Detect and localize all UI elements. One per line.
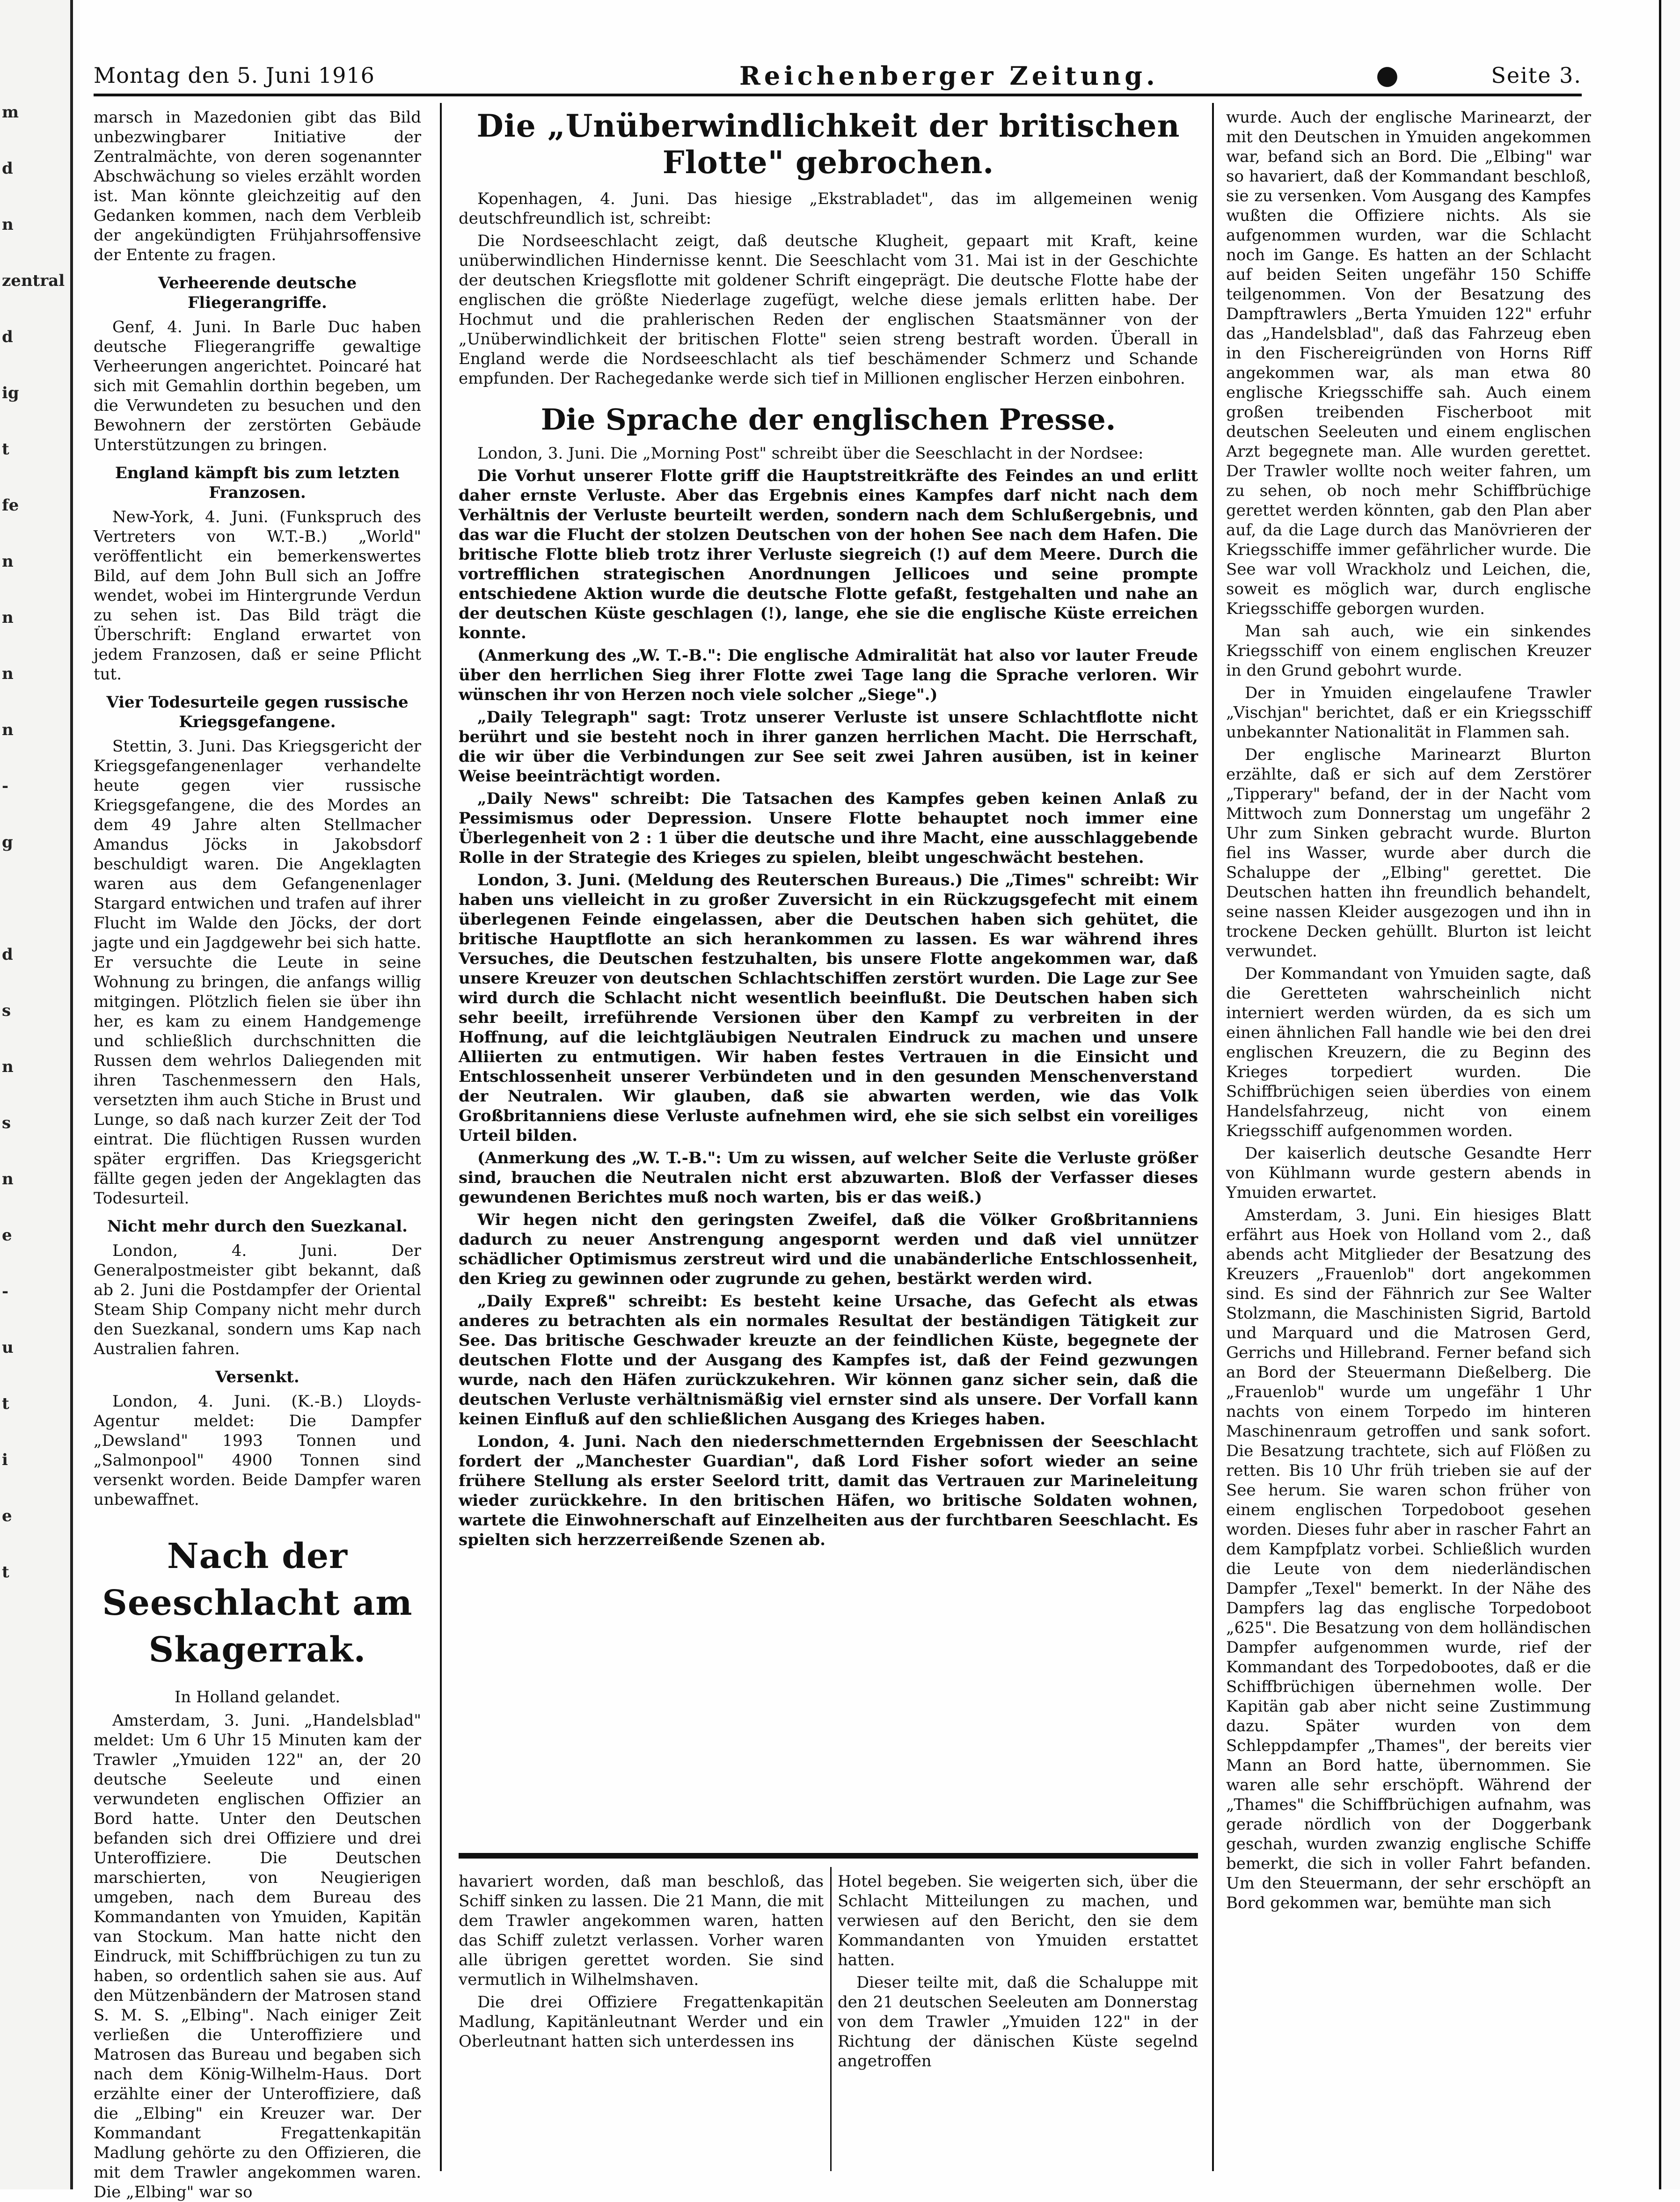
- article-text: Hotel begeben. Sie weigerten sich, über die Schlacht Mitteilungen zu machen, und verwiesen auf den Bericht, den sie dem Kommandanten von Ymuiden erstattet hatten.: [838, 1872, 1198, 1969]
- article-text: Man sah auch, wie ein sinkendes Kriegsschiff von einem englischen Kreuzer in den Grund gebohrt wurde.: [1226, 622, 1591, 680]
- article-text: „Daily Expreß" schreibt: Es besteht keine Ursache, das Gefecht als etwas anderes zu betrachten als ein normales Resultat der beständigen Tätigkeit zur See. Das britische Geschwader kreuzte an der feindlichen Küste, begegnete der deutschen Flotte und der Ausgang des Kampfes ist, daß der Feind gezwungen wurde, nach den Häfen zurückzukehren. Wir können ganz sicher sein, daß die deutschen Verluste verhältnismäßig viel ernster sind als unsere. Der Vorfall kann keinen Einfluß auf den schließlichen Ausgang des Krieges haben.: [459, 1292, 1198, 1429]
- article-text: Die Nordseeschlacht zeigt, daß deutsche Klugheit, gepaart mit Kraft, keine unüberwindlichen Hindernisse kennt. Die Seeschlacht vom 31. Mai ist in der Geschichte der deutschen Kriegsflotte mit goldener Schrift eingeprägt. Die deutsche Flotte habe der englischen die größte Niederlage zugefügt, welche diese jemals erlitten habe. Der Hochmut und die prahlerischen Reden der englischen Staatsmänner von der „Unüberwindlichkeit der britischen Flotte" seien streng bestraft worden. Überall in England werde die Nordseeschlacht als tief beschämender Schmerz und Schande empfunden. Der Rachegedanke werde sich tief in Millionen englischer Herzen einbohren.: [459, 232, 1198, 388]
- article-text: (Anmerkung des „W. T.-B.": Die englische Admiralität hat also vor lauter Freude über den herrlichen Sieg ihrer Flotte zwei Tage lang die Sprache verloren. Wir wünschen ihr von Herzen noch viele solcher „Siege".): [459, 646, 1198, 704]
- section-headline: Nach der Seeschlacht am Skagerrak.: [102, 1536, 413, 1670]
- article-text: London, 3. Juni. Die „Morning Post" schreibt über die Seeschlacht in der Nordsee:: [477, 444, 1144, 463]
- article-text: havariert worden, daß man beschloß, das Schiff sinken zu lassen. Die 21 Mann, die mit dem Trawler angekommen waren, hatten das Schiff zuletzt verlassen. Vorher waren alle übrigen gerettet worden. Sie sind vermutlich in Wilhelmshaven.: [459, 1872, 824, 1989]
- middle-column: [459, 108, 1198, 1858]
- article-text: Der Kommandant von Ymuiden sagte, daß die Geretteten wahrscheinlich nicht interniert werden würden, da es sich um einen ähnlichen Fall handle wie bei den drei englischen Kreuzern, die zu Beginn des Krieges torpediert wurden. Die Schiffbrüchigen seien überdies von einem Handelsfahrzeug, nicht von einem Kriegsschiff aufgenommen worden.: [1226, 964, 1591, 1140]
- bottom-column-a: [459, 1872, 824, 2180]
- newspaper-title: Reichenberger Zeitung.: [739, 61, 1159, 91]
- article-text: London, 3. Juni. (Meldung des Reuterschen Bureaus.) Die „Times" schreibt: Wir haben uns vielleicht in zu großer Zuversicht in ein Rückzugsgefecht mit einem überlegenen Feinde eingelassen, aber die Deutschen haben sich gehütet, die britische Hauptflotte an sich herankommen zu lassen. Es war während ihres Versuches, die Deutschen festzuhalten, bis unsere Flotte angekommen war, daß unsere Kreuzer von deutschen Schlachtschiffen zerstört wurden. Die Lage zur See wird durch die Schlacht nicht wesentlich beeinflußt. Die Deutschen haben sich sehr beeilt, irreführende Versionen über den Kampf zu verbreiten in der Hoffnung, auf die leichtgläubigen Neutralen Eindruck zu machen und unsere Alliierten zu entmutigen. Wir haben festes Vertrauen in die Einsicht und Entschlossenheit unserer Verbündeten und in den gesunden Menschenverstand der Neutralen. Wir glauben, daß sie abwarten werden, wie das Volk Großbritanniens diese Verluste aufnehmen wird, ehe sie sich selbst ein voreiliges Urteil bilden.: [459, 871, 1198, 1145]
- bottom-column-b: [838, 1872, 1198, 2180]
- article-text: Amsterdam, 3. Juni. Ein hiesiges Blatt erfährt aus Hoek von Holland vom 2., daß abends acht Mitglieder der Besatzung des Kreuzers „Frauenlob" dort angekommen sind. Es sind der Fähnrich zur See Walter Stolzmann, die Maschinisten Sigrid, Bartold und Marquard und die Matrosen Gerd, Gerrichs und Hillebrand. Ferner befand sich an Bord der Steuermann Dießelberg. Die „Frauenlob" wurde um ungefähr 1 Uhr nachts von einem Torpedo im hinteren Maschinenraum getroffen und sank sofort. Die Besatzung trachtete, sich auf Flößen zu retten. Bis 10 Uhr früh trieben sie auf der See herum. Sie waren schon früher von einem englischen Torpedoboot gesehen worden. Dieses fuhr aber in rascher Fahrt an dem Kampfplatz vorbei. Schließlich wurden die Leute von dem niederländischen Dampfer „Texel" bemerkt. In der Nähe des Dampfers lag das englische Torpedoboot „625". Die Besatzung von dem holländischen Dampfer aufgenommen wurde, rief der Kommandant des Torpedobootes, daß er die Schiffbrüchigen übernehmen wolle. Der Kapitän gab aber nicht seine Zustimmung dazu. Später wurden von dem Schleppdampfer „Thames", der bereits vier Mann an Bord hatte, übernommen. Sie waren alle sehr erschöpft. Während der „Thames" die Schiffbrüchigen aufnahm, was gerade nördlich von der Doggerbank geschah, wurden zwanzig englische Schiffe bemerkt, die sich in voller Fahrt befanden. Um den Steuermann, der sehr erschöpft an Bord gekommen war, bemühte man sich: [1226, 1206, 1591, 1912]
- issue-date: Montag den 5. Juni 1916: [94, 63, 375, 88]
- adjacent-page-edge: [0, 0, 73, 2189]
- article-text: Der in Ymuiden eingelaufene Trawler „Vischjan" berichtet, daß er ein Kriegsschiff unbekannter Nationalität in Flammen sah.: [1226, 684, 1591, 742]
- sub-headline: Die Sprache der englischen Presse.: [541, 402, 1116, 437]
- article-text: marsch in Mazedonien gibt das Bild unbezwingbarer Initiative der Zentralmächte, von deren sogenannter Abschwächung so vieles erzählt worden ist. Man könnte gleichzeitig auf den Gedanken kommen, nach dem Verbleib der angekündigten Frühjahrsoffensive der Entente zu fragen.: [94, 108, 421, 264]
- article-text: wurde. Auch der englische Marinearzt, der mit den Deutschen in Ymuiden angekommen war, befand sich an Bord. Die „Elbing" war so havariert, daß der Kommandant beschloß, sie zu versenken. Vom Ausgang des Kampfes wußten die Offiziere nichts. Als sie aufgenommen wurden, war die Schlacht noch im Gange. Es hatten an der Schlacht auf beiden Seiten ungefähr 150 Schiffe teilgenommen. Von der Besatzung des Dampftrawlers „Berta Ymuiden 122" erfuhr das „Handelsblad", daß das Fahrzeug eben in den Fischereigründen von Horns Riff angekommen war, als man etwa 80 englische Kriegsschiffe sah. Auch einem großen treibenden Fischerboot mit deutschen Seeleuten und einem englischen Arzt begegnete man. Alle wurden gerettet. Der Trawler wollte noch weiter fahren, um zu sehen, ob noch mehr Schiffbrüchige gerettet werden könnten, gab den Plan aber auf, da die Lage durch das Manövrieren der Kriegsschiffe immer gefährlicher wurde. Die See war voll Wrackholz und Leichen, die, soweit es möglich war, durch englische Kriegsschiffe geborgen wurden.: [1226, 108, 1591, 618]
- main-headline: Die „Unüberwindlichkeit der britischen Flotte" gebrochen.: [476, 108, 1180, 181]
- article-text: „Daily Telegraph" sagt: Trotz unserer Verluste ist unsere Schlachtflotte nicht berührt und sie besteht noch in ihrer ganzen herrlichen Macht. Die Herrschaft, die wir über die Verbindungen zur See seit zwei Jahren ausüben, ist in keiner Weise beeinträchtigt worden.: [459, 708, 1198, 786]
- article-text: Dieser teilte mit, daß die Schaluppe mit den 21 deutschen Seeleuten am Donnerstag von dem Trawler „Ymuiden 122" in der Richtung der dänischen Küste segelnd angetroffen: [838, 1973, 1198, 2071]
- adjacent-page-text: m d n zentral d ig t fe n n n n - g d s n s n e - u t i e t: [2, 103, 65, 1582]
- right-column: [1226, 108, 1591, 2148]
- article-text: Wir hegen nicht den geringsten Zweifel, daß die Völker Großbritanniens dadurch zu neuer Anstrengung angespornt werden und daß viel unnützer schädlicher Optimismus zerstreut wird und die unabänderliche Entschlossenheit, den Krieg zu gewinnen oder zugrunde zu gehen, bestärkt werden wird.: [459, 1210, 1198, 1288]
- article-heading: In Holland gelandet.: [174, 1688, 341, 1706]
- article-text: (Anmerkung des „W. T.-B.": Um zu wissen, auf welcher Seite die Verluste größer sind, brauchen die Neutralen nicht erst abzuwarten. Bloß der Verfasser dieses gewundenen Berichtes muß noch warten, bis er das weiß.): [459, 1149, 1198, 1207]
- article-text: Der englische Marinearzt Blurton erzählte, daß er sich auf dem Zerstörer „Tipperary" befand, der in der Nacht vom Mittwoch zum Donnerstag um ungefähr 2 Uhr zum Sinken gebracht wurde. Blurton fiel ins Wasser, wurde aber durch die Schaluppe der „Elbing" gerettet. Die Deutschen hatten ihn freundlich behandelt, seine nassen Kleider ausgezogen und ihn in trockene Decken gehüllt. Blurton ist leicht verwundet.: [1226, 745, 1591, 961]
- article-text: London, 4. Juni. Nach den niederschmetternden Ergebnissen der Seeschlacht fordert der „Manchester Guardian", daß Lord Fisher sofort wieder an seine frühere Stellung als erster Seelord tritt, damit das Vertrauen zur Marineleitung wieder zurückkehre. In den britischen Häfen, wo britische Soldaten wohnen, wartete die Einwohnerschaft auf Einzelheiten aus der furchtbaren Seeschlacht. Es spielten sich herzzerreißende Szenen ab.: [459, 1432, 1198, 1549]
- article-heading: Vier Todesurteile gegen russische Kriegsgefangene.: [106, 693, 409, 731]
- page-number: Seite 3.: [1491, 63, 1582, 88]
- column-rule-right: [1212, 103, 1214, 2171]
- bottom-column-rule: [830, 1867, 832, 2171]
- article-text: Genf, 4. Juni. In Barle Duc haben deutsche Fliegerangriffe gewaltige Verheerungen angerichtet. Poincaré hat sich mit Gemahlin dorthin begeben, um die Verwundeten zu besuchen und den Bewohnern der zerstörten Gebäude Unterstützungen zu bringen.: [94, 318, 421, 454]
- column-rule-left: [440, 103, 442, 2171]
- article-text: London, 4. Juni. Der Generalpostmeister gibt bekannt, daß ab 2. Juni die Postdampfer der Oriental Steam Ship Company nicht mehr durch den Suezkanal, sondern ums Kap nach Australien fahren.: [94, 1241, 421, 1358]
- article-text: Die drei Offiziere Fregattenkapitän Madlung, Kapitänleutnant Werder und ein Oberleutnant hatten sich unterdessen ins: [459, 1993, 824, 2051]
- right-page-border: [1659, 0, 1680, 2189]
- article-heading: England kämpft bis zum letzten Franzosen.: [115, 464, 400, 502]
- masthead: [94, 56, 1582, 96]
- article-text: Der kaiserlich deutsche Gesandte Herr von Kühlmann wurde gestern abends in Ymuiden erwartet.: [1226, 1144, 1591, 1202]
- article-heading: Nicht mehr durch den Suezkanal.: [107, 1217, 408, 1236]
- article-heading: Versenkt.: [215, 1368, 299, 1386]
- section-divider: [459, 1853, 1198, 1859]
- article-text: London, 4. Juni. (K.-B.) Lloyds-Agentur meldet: Die Dampfer „Dewsland" 1993 Tonnen und „Salmonpool" 4900 Tonnen sind versenkt worden. Beide Dampfer waren unbewaffnet.: [94, 1392, 421, 1509]
- article-text: Amsterdam, 3. Juni. „Handelsblad" meldet: Um 6 Uhr 15 Minuten kam der Trawler „Ymuiden 122" an, der 20 deutsche Seeleute und einen verwundeten englischen Offizier an Bord hatte. Unter den Deutschen befanden sich drei Offiziere und drei Unteroffiziere. Die Deutschen marschierten, von Neugierigen umgeben, nach dem Bureau des Kommandanten von Ymuiden, Kapitän van Stockum. Man hatte nicht den Eindruck, mit Schiffbrüchigen zu tun zu haben, so ordentlich sahen sie aus. Auf den Mützenbändern der Matrosen stand S. M. S. „Elbing". Nach einiger Zeit verließen die Unteroffiziere und Matrosen das Bureau und begaben sich nach dem König-Wilhelm-Haus. Dort erzählte einer der Unteroffiziere, daß die „Elbing" ein Kreuzer war. Der Kommandant Fregattenkapitän Madlung gehörte zu den Offizieren, die mit dem Trawler angekommen waren. Die „Elbing" war so: [94, 1711, 421, 2202]
- left-column: [94, 108, 421, 2202]
- article-text: Die Vorhut unserer Flotte griff die Hauptstreitkräfte des Feindes an und erlitt daher ernste Verluste. Aber das Ergebnis eines Kampfes darf nicht nach dem Verhältnis der Verluste beurteilt werden, sondern nach dem Schlußergebnis, und das war die Flucht der stolzen Deutschen von der hohen See nach dem Hafen. Die britische Flotte blieb trotz ihrer Verluste siegreich (!) auf dem Meere. Durch die vortrefflichen strategischen Anordnungen Jellicoes und seine prompte entschiedene Aktion wurde die deutsche Flotte gefaßt, festgehalten und nahe an der deutschen Küste geschlagen (!), lange, ehe sie die englische Küste erreichen konnte.: [459, 467, 1198, 642]
- article-text: New-York, 4. Juni. (Funkspruch des Vertreters von W.T.-B.) „World" veröffentlicht ein bemerkenswertes Bild, auf dem John Bull sich an Joffre wendet, wobei im Hintergrunde Verdun zu sehen ist. Das Bild trägt die Überschrift: England erwartet von jedem Franzosen, daß er seine Pflicht tut.: [94, 508, 421, 684]
- article-text: „Daily News" schreibt: Die Tatsachen des Kampfes geben keinen Anlaß zu Pessimismus oder Depression. Unsere Flotte behauptet noch immer eine Überlegenheit von 2 : 1 über die deutsche und ihre Macht, eine ausschlaggebende Rolle in der Strategie des Krieges zu spielen, bleibt ungeschwächt bestehen.: [459, 789, 1198, 867]
- article-text: Kopenhagen, 4. Juni. Das hiesige „Ekstrabladet", das im allgemeinen wenig deutschfreundlich ist, schreibt:: [459, 190, 1198, 228]
- article-heading: Verheerende deutsche Fliegerangriffe.: [158, 274, 357, 312]
- bullet-icon: ●: [1376, 60, 1399, 90]
- article-text: Stettin, 3. Juni. Das Kriegsgericht der Kriegsgefangenenlager verhandelte heute gegen vier russische Kriegsgefangene, die des Mordes an dem 49 Jahre alten Stellmacher Amandus Jöcks in Jakobsdorf beschuldigt waren. Die Angeklagten waren aus dem Gefangenenlager Stargard entwichen und trafen auf ihrer Flucht im Walde den Jöcks, der dort jagte und ein Jagdgewehr bei sich hatte. Er versuchte die Leute in seine Wohnung zu bringen, die anfangs willig mitgingen. Plötzlich fielen sie über ihn her, es kam zu einem Handgemenge und schließlich durchschnitten die Russen dem wehrlos Daliegenden mit ihren Taschenmessern den Hals, versetzten ihm auch Stiche in Brust und Lunge, so daß nach kurzer Zeit der Tod eintrat. Die flüchtigen Russen wurden später ergriffen. Das Kriegsgericht fällte gegen jeden der Angeklagten das Todesurteil.: [94, 737, 421, 1208]
